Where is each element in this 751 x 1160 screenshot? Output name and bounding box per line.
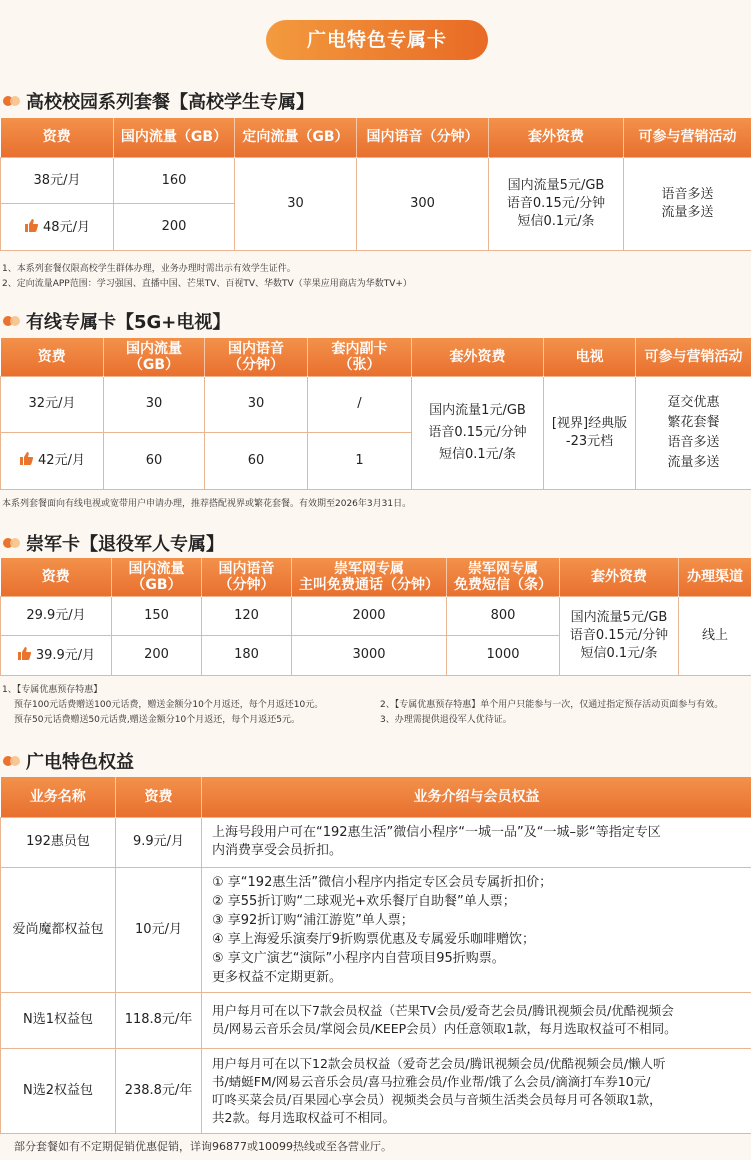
header-line: 崇军网专属: [334, 560, 404, 577]
activity-line: 语音多送: [661, 186, 714, 202]
tv-line: -23元档: [565, 433, 614, 449]
col-header: 业务介绍与会员权益: [202, 777, 751, 817]
activity-line: 繁花套餐: [667, 414, 720, 430]
call-cell: 3000: [292, 635, 447, 675]
col-header: 资费: [116, 777, 202, 817]
benefit-fee-cell: 9.9元/月: [116, 817, 202, 867]
sub-card-cell: /: [308, 376, 412, 432]
thumbs-up-icon: [17, 647, 31, 660]
header-line: （分钟）: [228, 356, 284, 373]
veteran-plan-table: [0, 558, 751, 676]
col-header: 资费: [1, 338, 104, 376]
benefit-desc-cell: [202, 992, 751, 1048]
desc-line: 员/网易云音乐会员/掌阅会员/KEEP会员）内任意领取1款，每月选取权益可不相同。: [212, 1021, 677, 1036]
voice-cell: 30: [205, 376, 308, 432]
desc-line: 书/蜻蜓FM/网易云音乐会员/喜马拉雅会员/作业帮/饿了么会员/滴滴打车券10元/: [212, 1073, 651, 1089]
table-header-row: [1, 338, 751, 376]
header-line: 国内流量: [126, 340, 182, 357]
benefit-name-cell: 爱尚魔都权益包: [1, 867, 116, 992]
col-header: 资费: [1, 118, 114, 157]
extra-line: 短信0.1元/条: [517, 213, 595, 229]
header-line: 免费短信（条）: [454, 576, 552, 593]
desc-line: ⑤ 享文广演艺“演际”小程序内自营项目95折购票。: [212, 950, 505, 966]
benefit-fee-cell: 118.8元/年: [116, 992, 202, 1048]
bullet-dot-icon: [3, 538, 21, 548]
fee-text: 42元/月: [38, 453, 85, 468]
header-line: 国内流量: [128, 560, 185, 577]
data-cell: 150: [112, 596, 202, 635]
benefits-table: [0, 777, 751, 1134]
benefit-fee-cell: 10元/月: [116, 867, 202, 992]
data-cell: 30: [104, 376, 205, 432]
col-header: 电视: [544, 338, 636, 376]
header-line: 崇军网专属: [468, 560, 538, 577]
section-note: 1、【专属优惠预存特惠】: [2, 685, 103, 695]
desc-line: 共2款。每月选取权益可不相同。: [212, 1109, 395, 1125]
desc-line: 更多权益不定期更新。: [212, 969, 343, 985]
table-row: [1, 376, 751, 432]
fee-cell: 38元/月: [1, 157, 114, 204]
col-header: [292, 558, 447, 596]
header-line: （张）: [338, 356, 381, 373]
desc-line: 用户每月可在以下7款会员权益（芒果TV会员/爱奇艺会员/腾讯视频会员/优酷视频会: [212, 1003, 674, 1018]
col-header: 可参与营销活动: [624, 118, 751, 157]
data-cell: 60: [104, 432, 205, 489]
section-note: 2、定向流量APP范围：学习强国、直播中国、芒果TV、百视TV、华数TV（苹果应用商店为华数TV+）: [2, 279, 412, 289]
thumbs-up-icon: [19, 452, 33, 465]
activity-line: 流量多送: [667, 454, 720, 470]
desc-line: 上海号段用户可在“192惠生活”微信小程序“一城一品”及“一城–影“等指定专区: [212, 825, 661, 840]
activity-line: 趸交优惠: [667, 394, 720, 410]
section-note: 本系列套餐面向有线电视或宽带用户申请办理，推荐搭配视界或繁花套餐。有效期至2026年3月31日。: [2, 499, 412, 509]
desc-line: ③ 享92折订购“浦江游览”单人票；: [212, 912, 414, 928]
data-cell: 160: [114, 157, 235, 204]
col-header: 国内流量（GB）: [114, 118, 235, 157]
table-header-row: [1, 558, 751, 596]
activity-line: 流量多送: [661, 204, 714, 220]
desc-line: ④ 享上海爱乐演奏厅9折购票优惠及专属爱乐咖啡赠饮；: [212, 931, 536, 947]
footer-note: 部分套餐如有不定期促销优惠促销，详询96877或10099热线或至各营业厅。: [14, 1140, 392, 1153]
header-line: 套内副卡: [331, 340, 388, 357]
voice-cell: 120: [202, 596, 292, 635]
header-line: （GB）: [131, 576, 182, 593]
header-line: （分钟）: [218, 576, 275, 593]
extra-fee-cell: [560, 596, 679, 675]
extra-fee-cell: [412, 376, 544, 489]
call-cell: 2000: [292, 596, 447, 635]
bullet-dot-icon: [3, 96, 21, 106]
col-header: 办理渠道: [679, 558, 751, 596]
voice-cell: 60: [205, 432, 308, 489]
col-header: 定向流量（GB）: [235, 118, 357, 157]
activities-cell: [624, 157, 751, 250]
benefit-name-cell: N选1权益包: [1, 992, 116, 1048]
table-row: [1, 817, 751, 867]
desc-line: ① 享“192惠生活”微信小程序内指定专区会员专属折扣价；: [212, 874, 553, 890]
benefit-name-cell: 192惠员包: [1, 817, 116, 867]
data-cell: 200: [112, 635, 202, 675]
section-note: 预存50元话费赠送50元话费,赠送金额分10个月返还，每个月返还5元。: [14, 715, 300, 725]
table-row: [1, 596, 751, 635]
desc-line: 叮咚买菜会员/百果园心享会员）视频类会员与音频生活类会员每月可各领取1款，: [212, 1091, 662, 1107]
section-title-text: 高校校园系列套餐【高校学生专属】: [26, 92, 314, 113]
table-header-row: [1, 777, 751, 817]
col-header: [447, 558, 560, 596]
data-cell: 200: [114, 204, 235, 251]
section-note: 预存100元话费赠送100元话费，赠送金额分10个月返还，每个月返还10元。: [14, 700, 324, 710]
col-header: 套外资费: [560, 558, 679, 596]
table-row: [1, 157, 751, 204]
extra-line: 国内流量1元/GB: [429, 402, 526, 418]
sms-cell: 800: [447, 596, 560, 635]
directional-cell: 30: [235, 157, 357, 250]
extra-line: 国内流量5元/GB: [507, 177, 605, 193]
fee-cell: 29.9元/月: [1, 596, 112, 635]
tv-cell: [544, 376, 636, 489]
bullet-dot-icon: [3, 316, 21, 326]
desc-line: 用户每月可在以下12款会员权益（爱奇艺会员/腾讯视频会员/优酷视频会员/懒人听: [212, 1055, 666, 1071]
fee-text: 39.9元/月: [35, 647, 96, 663]
col-header: 套外资费: [489, 118, 624, 157]
benefit-desc-cell: [202, 1048, 751, 1133]
section-title-text: 广电特色权益: [26, 752, 134, 773]
col-header: [112, 558, 202, 596]
section-note: 3、办理需提供退役军人优待证。: [380, 715, 512, 725]
col-header: 业务名称: [1, 777, 116, 817]
desc-line: ② 享55折订购“二球观光+欢乐餐厅自助餐”单人票；: [212, 893, 516, 909]
benefit-desc-cell: [202, 817, 751, 867]
extra-fee-cell: [489, 157, 624, 250]
fee-text: 48元/月: [43, 219, 90, 235]
extra-line: 短信0.1元/条: [438, 446, 517, 462]
hero-banner: [0, 0, 751, 82]
table-row: [1, 867, 751, 992]
voice-cell: 180: [202, 635, 292, 675]
table-header-row: [1, 118, 751, 157]
cable-plan-table: [0, 338, 751, 490]
header-line: 主叫免费通话（分钟）: [299, 576, 439, 593]
extra-line: 短信0.1元/条: [580, 645, 658, 661]
col-header: [205, 338, 308, 376]
fee-cell: [1, 432, 104, 489]
activities-cell: [636, 376, 751, 489]
desc-line: 内消费享受会员折扣。: [212, 843, 343, 858]
sms-cell: 1000: [447, 635, 560, 675]
section-note: 2、【专属优惠预存特惠】单个用户只能参与一次，仅通过指定预存活动页面参与有效。: [380, 700, 724, 710]
voice-cell: 300: [357, 157, 489, 250]
channel-cell: 线上: [679, 596, 751, 675]
campus-plan-table: [0, 118, 751, 251]
benefit-name-cell: N选2权益包: [1, 1048, 116, 1133]
col-header: 资费: [1, 558, 112, 596]
extra-line: 语音0.15元/分钟: [569, 627, 669, 643]
tv-line: [视界]经典版: [551, 415, 628, 431]
col-header: [202, 558, 292, 596]
col-header: 套外资费: [412, 338, 544, 376]
thumbs-up-icon: [24, 219, 38, 232]
benefit-fee-cell: 238.8元/年: [116, 1048, 202, 1133]
extra-line: 国内流量5元/GB: [570, 609, 668, 625]
hero-title: 广电特色专属卡: [266, 20, 488, 60]
header-line: 国内语音: [218, 560, 275, 577]
extra-line: 语音0.15元/分钟: [506, 195, 606, 211]
fee-cell: 32元/月: [1, 376, 104, 432]
table-row: [1, 992, 751, 1048]
header-line: （GB）: [128, 356, 180, 373]
col-header: 国内语音（分钟）: [357, 118, 489, 157]
sub-card-cell: 1: [308, 432, 412, 489]
fee-cell: [1, 204, 114, 251]
section-title-text: 有线专属卡【5G+电视】: [26, 312, 231, 333]
col-header: [308, 338, 412, 376]
extra-line: 语音0.15元/分钟: [428, 424, 527, 440]
section-title-text: 崇军卡【退役军人专属】: [26, 534, 224, 555]
header-line: 国内语音: [228, 340, 284, 357]
section-note: 1、本系列套餐仅限高校学生群体办理，业务办理时需出示有效学生证件。: [2, 264, 296, 274]
benefit-desc-cell: [202, 867, 751, 992]
activity-line: 语音多送: [667, 434, 720, 450]
fee-cell: [1, 635, 112, 675]
col-header: 可参与营销活动: [636, 338, 751, 376]
bullet-dot-icon: [3, 756, 21, 766]
table-row: [1, 1048, 751, 1133]
col-header: [104, 338, 205, 376]
